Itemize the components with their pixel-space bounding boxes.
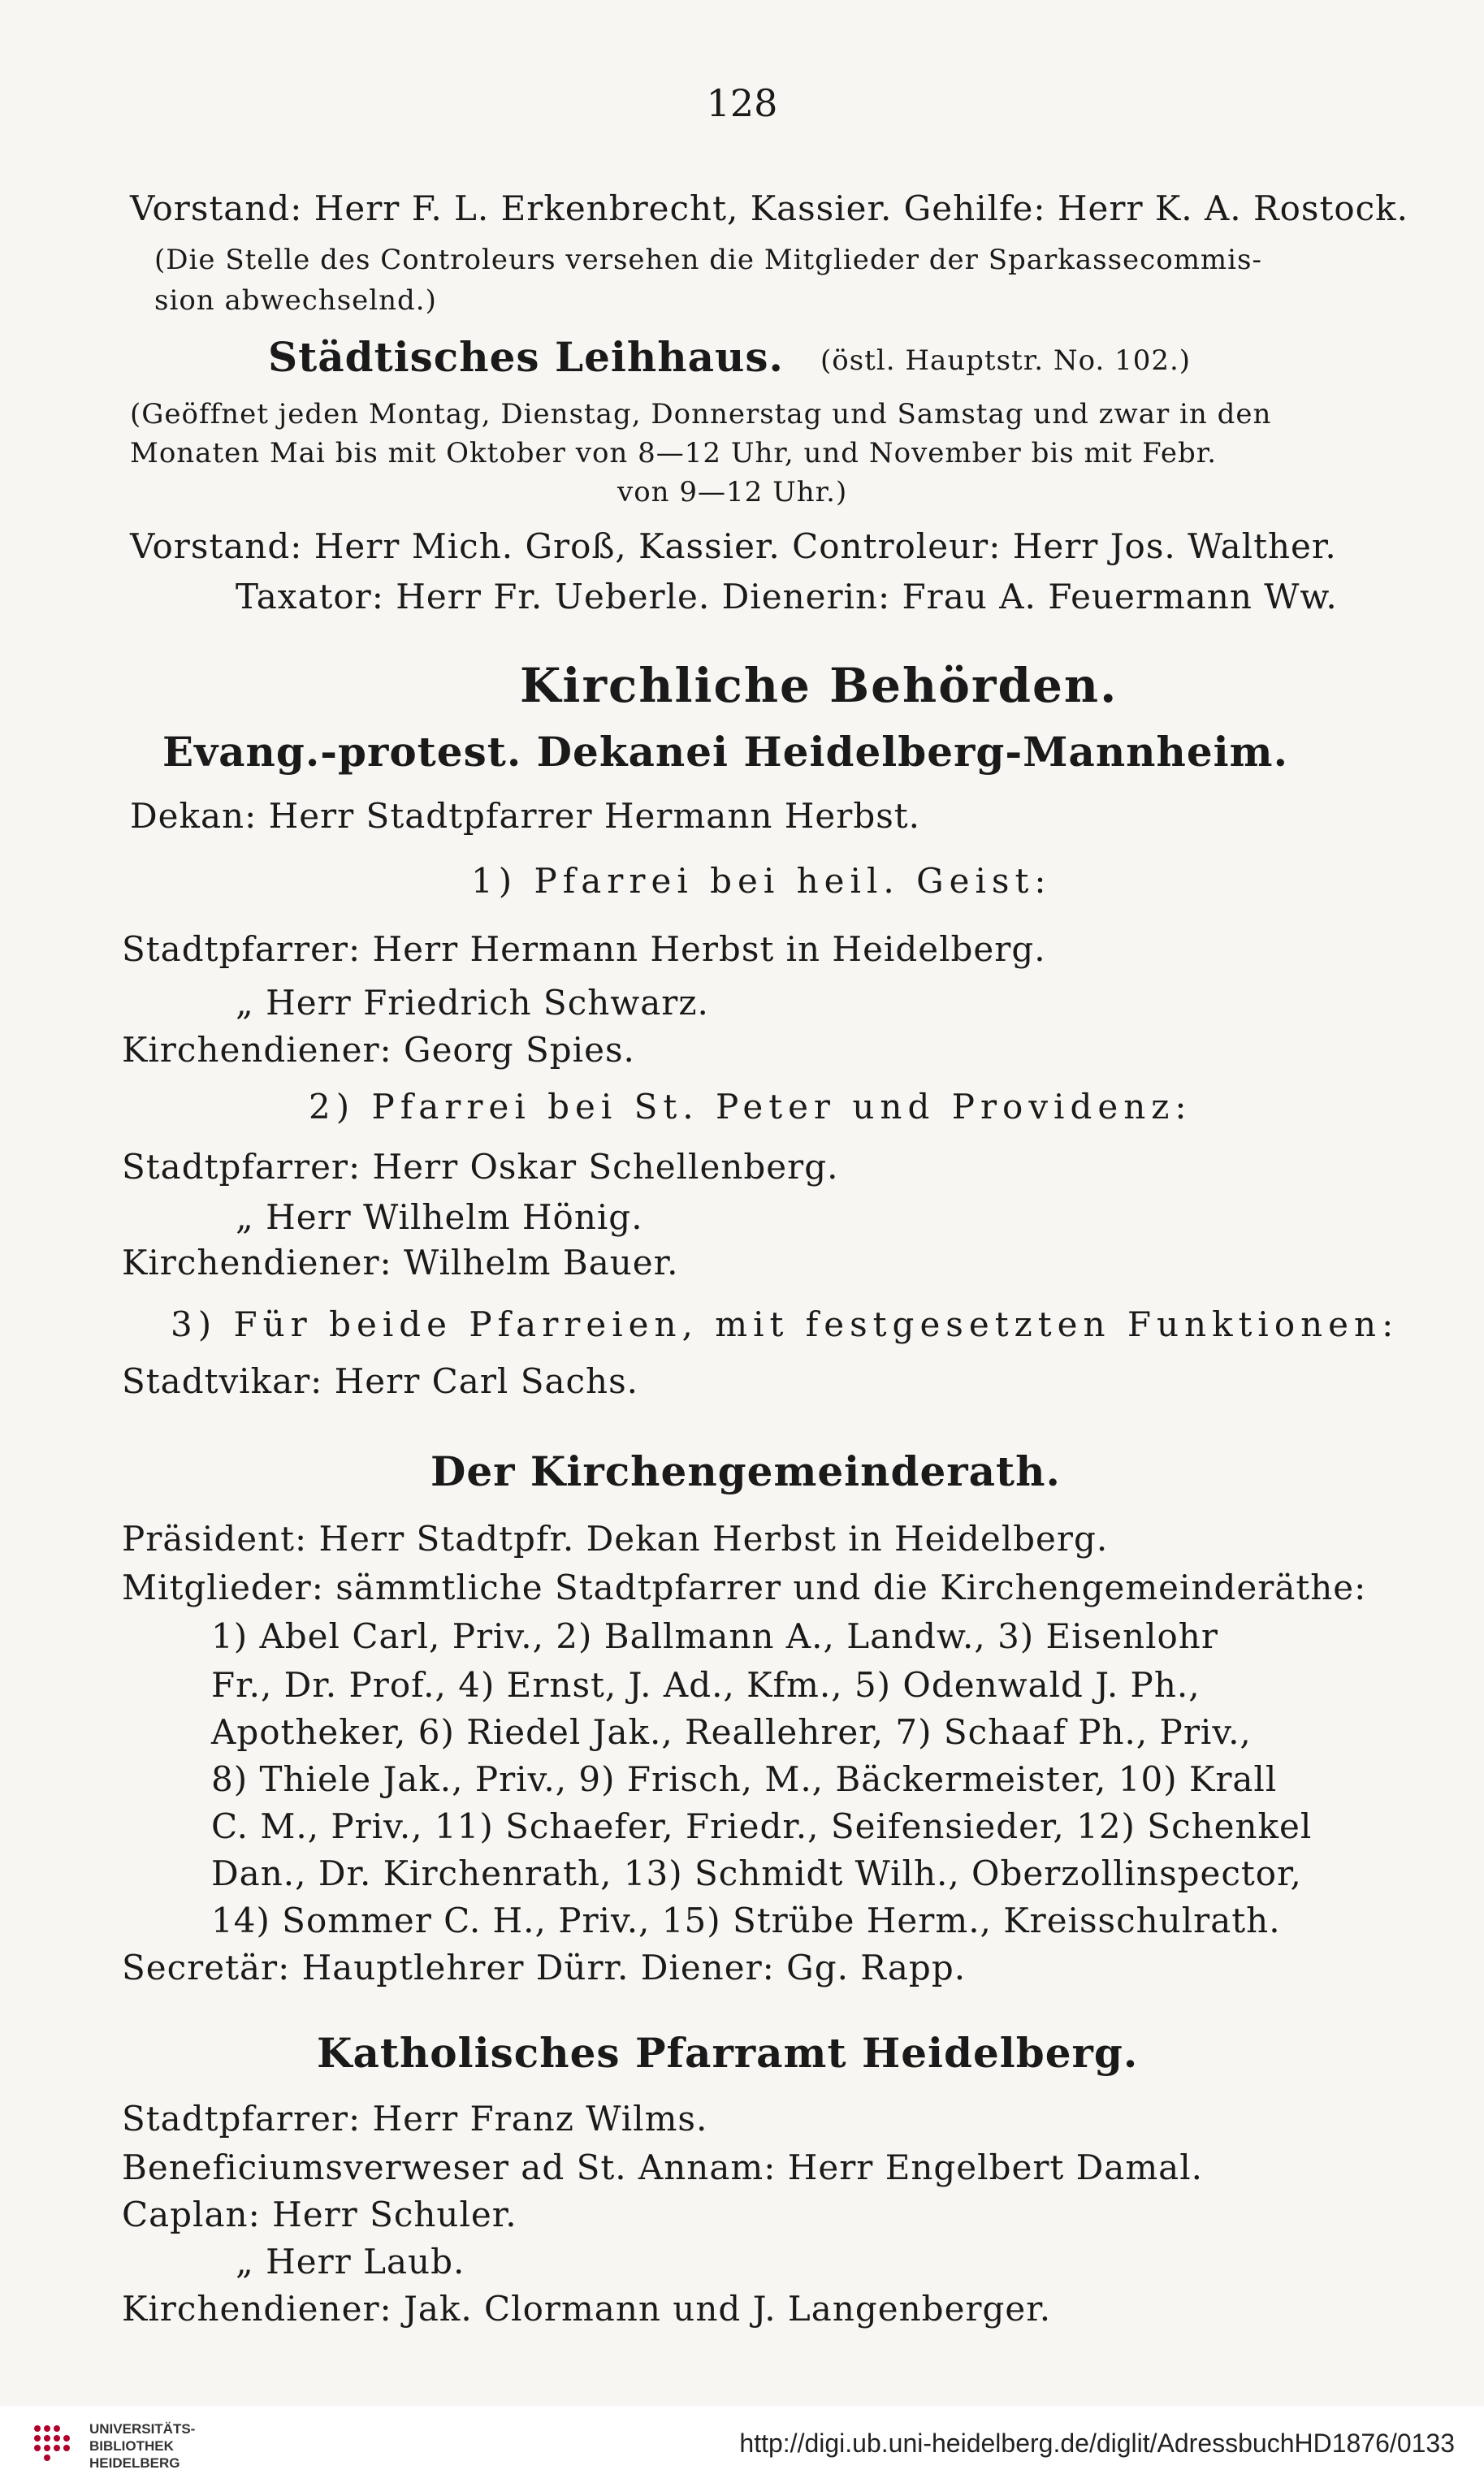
text-line: 8) Thiele Jak., Priv., 9) Frisch, M., Bäckermeister, 10) Krall xyxy=(211,1759,1278,1799)
library-name-line: UNIVERSITÄTS- xyxy=(89,2421,196,2437)
section-heading: Evang.-protest. Dekanei Heidelberg-Mannheim. xyxy=(162,728,1288,776)
text-line: Vorstand: Herr F. L. Erkenbrecht, Kassier. Gehilfe: Herr K. A. Rostock. xyxy=(130,188,1408,228)
library-name-line: HEIDELBERG xyxy=(89,2455,180,2471)
text-line: Kirchendiener: Jak. Clormann und J. Langenberger. xyxy=(122,2289,1052,2329)
subsection-heading: 2) Pfarrei bei St. Peter und Providenz: xyxy=(309,1087,1192,1127)
text-line: Dan., Dr. Kirchenrath, 13) Schmidt Wilh., Oberzollinspector, xyxy=(211,1853,1302,1893)
subsection-heading: 3) Für beide Pfarreien, mit festgesetzten Funktionen: xyxy=(171,1304,1400,1344)
text-line: (Geöffnet jeden Montag, Dienstag, Donnerstag und Samstag und zwar in den xyxy=(130,398,1272,430)
text-line: Präsident: Herr Stadtpfr. Dekan Herbst in Heidelberg. xyxy=(122,1519,1109,1559)
text-line: Fr., Dr. Prof., 4) Ernst, J. Ad., Kfm., 5) Odenwald J. Ph., xyxy=(211,1665,1201,1705)
text-line: von 9—12 Uhr.) xyxy=(617,476,848,508)
text-line: Stadtpfarrer: Herr Hermann Herbst in Heidelberg. xyxy=(122,929,1046,969)
page-number: 128 xyxy=(706,81,778,125)
text-line: „ Herr Friedrich Schwarz. xyxy=(236,983,709,1023)
text-line: C. M., Priv., 11) Schaefer, Friedr., Seifensieder, 12) Schenkel xyxy=(211,1806,1313,1846)
text-line: Secretär: Hauptlehrer Dürr. Diener: Gg. Rapp. xyxy=(122,1948,967,1987)
source-url-link[interactable]: http://digi.ub.uni-heidelberg.de/diglit/AdressbuchHD1876/0133 xyxy=(739,2429,1455,2458)
text-line: Caplan: Herr Schuler. xyxy=(122,2195,517,2234)
section-heading: Kirchliche Behörden. xyxy=(520,658,1118,713)
text-line: 1) Abel Carl, Priv., 2) Ballmann A., Landw., 3) Eisenlohr xyxy=(211,1616,1218,1656)
text-line: (östl. Hauptstr. No. 102.) xyxy=(820,344,1192,377)
library-name xyxy=(89,2420,195,2472)
text-line: Dekan: Herr Stadtpfarrer Hermann Herbst. xyxy=(130,796,921,836)
text-line: Taxator: Herr Fr. Ueberle. Dienerin: Frau A. Feuermann Ww. xyxy=(236,577,1338,616)
text-line: Stadtvikar: Herr Carl Sachs. xyxy=(122,1361,638,1401)
text-line: Beneficiumsverweser ad St. Annam: Herr Engelbert Damal. xyxy=(122,2147,1203,2187)
text-line: Stadtpfarrer: Herr Oskar Schellenberg. xyxy=(122,1147,839,1187)
text-line: Kirchendiener: Georg Spies. xyxy=(122,1030,635,1070)
text-line: Mitglieder: sämmtliche Stadtpfarrer und die Kirchengemeinderäthe: xyxy=(122,1568,1367,1607)
text-line: 14) Sommer C. H., Priv., 15) Strübe Herm., Kreisschulrath. xyxy=(211,1901,1281,1940)
section-heading: Der Kirchengemeinderath. xyxy=(430,1447,1061,1495)
subsection-heading: 1) Pfarrei bei heil. Geist: xyxy=(471,861,1052,901)
library-name-line: BIBLIOTHEK xyxy=(89,2438,174,2454)
text-line: Kirchendiener: Wilhelm Bauer. xyxy=(122,1243,679,1282)
text-line: (Die Stelle des Controleurs versehen die Mitglieder der Sparkassecommis- xyxy=(154,244,1262,276)
library-logo-icon xyxy=(29,2420,78,2469)
text-line: „ Herr Laub. xyxy=(236,2242,465,2282)
text-line: „ Herr Wilhelm Hönig. xyxy=(236,1197,643,1237)
text-line: Vorstand: Herr Mich. Groß, Kassier. Controleur: Herr Jos. Walther. xyxy=(130,526,1337,566)
text-line: Monaten Mai bis mit Oktober von 8—12 Uhr, und November bis mit Febr. xyxy=(130,437,1218,469)
section-heading: Katholisches Pfarramt Heidelberg. xyxy=(317,2029,1139,2077)
text-line: Apotheker, 6) Riedel Jak., Reallehrer, 7) Schaaf Ph., Priv., xyxy=(211,1712,1252,1752)
section-heading: Städtisches Leihhaus. xyxy=(268,333,784,381)
text-line: sion abwechselnd.) xyxy=(154,284,437,317)
text-line: Stadtpfarrer: Herr Franz Wilms. xyxy=(122,2099,708,2139)
